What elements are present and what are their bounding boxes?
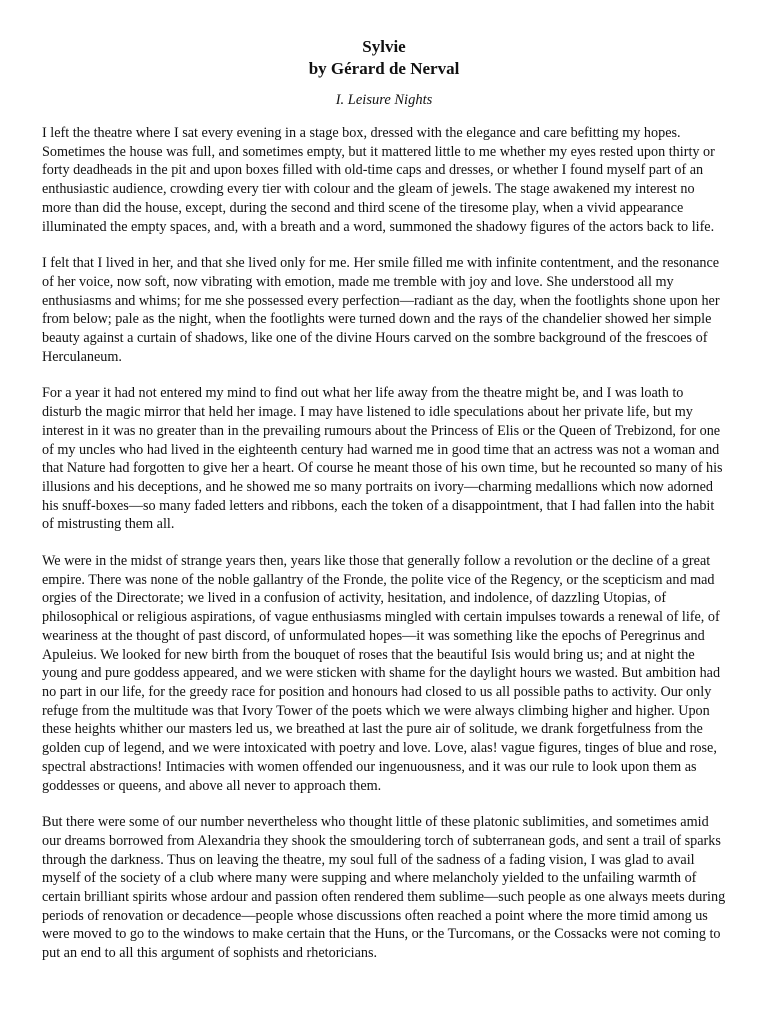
document-page [42,36,726,981]
paragraph-3: For a year it had not entered my mind to find out what her life away from the theatre might be, and I was loath to disturb the magic mirror that held her image. I may have listened to idle speculations about her private life, but my interest in it was no greater than in the prevailing rumours about the Princess of Elis or the Queen of Trebizond, for one of my uncles who had lived in the eighteenth century had warned me in good time that an actress was not a woman and that Nature had forgotten to give her a heart. Of course he meant those of his own time, but he recounted so many of his illusions and his deceptions, and he showed me so many portraits on ivory—charming medallions which now adorned his snuff-boxes—so many faded letters and ribbons, each the token of a disappointment, that I had fallen into the habit of mistrusting them all. [42,385,723,533]
paragraph-4: We were in the midst of strange years then, years like those that generally follow a revolution or the decline of a great empire. There was none of the noble gallantry of the Fronde, the polite vice of the Regency, or the scepticism and mad orgies of the Directorate; we lived in a confusion of activity, hesitation, and indolence, of dazzling Utopias, of philosophical or religious aspirations, of vague enthusiasms mingled with certain impulses towards a renewal of life, of weariness at the thought of past discord, of unformulated hopes—it was something like the epochs of Peregrinus and Apuleius. We looked for new birth from the bouquet of roses that the beautiful Isis would bring us; and at night the young and pure goddess appeared, and we were sticken with shame for the daylight hours we wasted. But ambition had no part in our life, for the greedy race for position and honours had closed to us all possible paths to activity. Our only refuge from the multitude was that Ivory Tower of the poets which we were always climbing higher and higher. Upon these heights whither our masters led us, we breathed at last the pure air of solitude, we drank forgetfulness from the golden cup of legend, and we were intoxicated with poetry and love. Love, alas! vague figures, tinges of blue and rose, spectral abstractions! Intimacies with women offended our ingenuousness, and it was our rule to look upon them as goddesses or queens, and above all never to approach them. [42,553,721,794]
document-title: Sylvie [362,37,406,56]
paragraph-5: But there were some of our number nevertheless who thought little of these platonic sublimities, and sometimes amid our dreams borrowed from Alexandria they shook the smouldering torch of subterranean gods, and sent a trail of sparks through the darkness. Thus on leaving the theatre, my soul full of the sadness of a fading vision, I was glad to avail myself of the society of a club where many were supping and where melancholy yielded to the unfailing warmth of certain brilliant spirits whose ardour and passion often rendered them sublime—such people as one always meets during periods of renovation or decadence—people whose discussions often reached a point where the more timid among us were moved to go to the windows to make certain that the Huns, or the Turcomans, or the Cossacks were not coming to put an end to all this argument of sophists and rhetoricians. [42,814,726,962]
chapter-heading: I. Leisure Nights [335,92,433,108]
paragraph-1: I left the theatre where I sat every evening in a stage box, dressed with the elegance and care befitting my hopes. Sometimes the house was full, and sometimes empty, but it mattered little to me whether my eyes rested upon thirty or forty deadheads in the pit and upon boxes filled with old-time caps and dresses, or whether I found myself part of an enthusiastic audience, crowding every tier with colour and the gleam of jewels. The stage awakened my interest no more than did the house, except, during the second and third scene of the tiresome play, when a vivid appearance illuminated the empty spaces, and, with a breath and a word, summoned the shadowy figures of the actors back to life. [42,125,715,235]
paragraph-2: I felt that I lived in her, and that she lived only for me. Her smile filled me with infinite contentment, and the resonance of her voice, now soft, now vibrating with emotion, made me tremble with joy and love. She understood all my enthusiasms and whims; for me she possessed every perfection—radiant as the day, when the footlights shone upon her from below; pale as the night, when the footlights were turned down and the rays of the chandelier showed her simple beauty against a curtain of shadows, like one of the divine Hours carved on the sombre background of the frescoes of Herculaneum. [42,255,720,365]
document-author: by Gérard de Nerval [308,59,460,78]
